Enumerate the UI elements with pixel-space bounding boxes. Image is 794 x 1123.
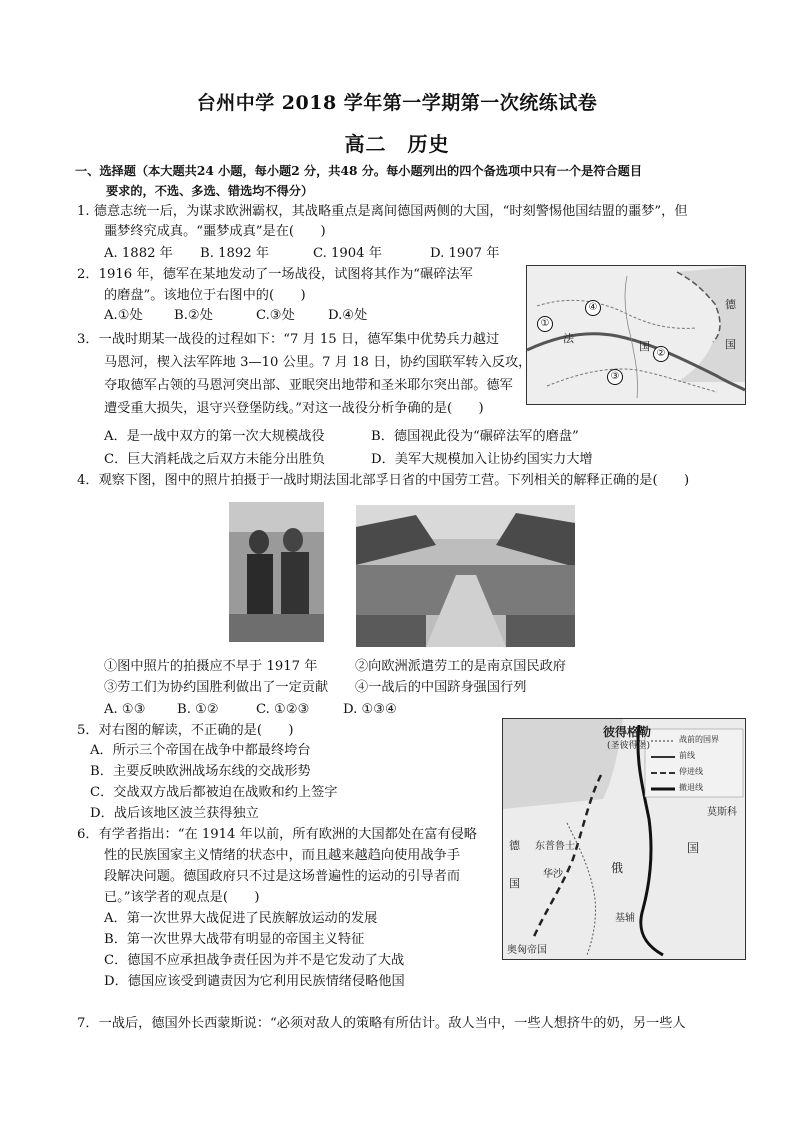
q5-option-c: C．交战双方战后都被迫在战败和约上签字 — [90, 785, 338, 800]
map1-label-fa: 法 — [563, 332, 574, 345]
q5-option-d: D．战后该地区波兰获得独立 — [90, 806, 259, 821]
q2-option-c: C.③处 — [256, 308, 295, 323]
map2-label-guo2: 国 — [687, 841, 700, 855]
q1-option-a: A. 1882 年 — [104, 246, 173, 261]
q4-option-b: B. ①② — [177, 702, 219, 717]
q1-option-c: C. 1904 年 — [313, 246, 382, 261]
q2-option-d: D.④处 — [328, 308, 368, 323]
map2-label-moscow: 莫斯科 — [707, 807, 737, 818]
q4-line1: 4．观察下图，图中的照片拍摄于一战时期法国北部孚日省的中国劳工营。下列相关的解释正确的是( ) — [77, 473, 690, 488]
q6-option-d: D．德国应该受到谴责因为它利用民族情绪侵略他国 — [104, 974, 405, 989]
q5-option-a: A．所示三个帝国在战争中都最终垮台 — [90, 743, 311, 758]
q3-option-c: C．巨大消耗战之后双方未能分出胜负 — [104, 452, 326, 467]
q4-option-c: C. ①②③ — [256, 702, 310, 717]
map1-label-guo2: 国 — [725, 338, 736, 351]
q3-line1: 3．一战时期某一战役的过程如下：“7 月 15 日，德军集中优势兵力越过 — [77, 332, 500, 347]
q4-photo-workers — [229, 502, 324, 642]
q6-line1: 6．有学者指出：“在 1914 年以前，所有欧洲的大国都处在富有侵略 — [77, 827, 477, 842]
map2-label-kiev: 基辅 — [615, 913, 635, 924]
map1-marker-3: ③ — [607, 369, 623, 385]
q1-option-d: D. 1907 年 — [430, 246, 500, 261]
map1-drawing — [527, 266, 745, 404]
q3-option-d: D．美军大规模加入让协约国实力大增 — [371, 452, 593, 467]
map2-label-guo1: 国 — [509, 877, 520, 890]
section-instructions-line1: 一、选择题（本大题共24 小题，每小题2 分，共48 分。每小题列出的四个备选项中只有一个是符合题目 — [75, 164, 643, 178]
q7-line1: 7．一战后，德国外长西蒙斯说：“必须对敌人的策略有所估计。敌人当中，一些人想挤牛的奶，另一些人 — [77, 1016, 686, 1031]
map2-legend-4: 撤退线 — [679, 783, 703, 792]
exam-title: 台州中学 2018 学年第一学期第一次统练试卷 — [196, 92, 598, 114]
map2-label-warsaw: 华沙 — [543, 869, 563, 880]
q1-line1: 1. 德意志统一后，为谋求欧洲霸权，其战略重点是离间德国两侧的大国，“时刻警惕他国结盟的噩梦”，但 — [77, 204, 688, 219]
map2-legend-1: 战前的国界 — [679, 735, 719, 744]
map1-marker-2: ② — [653, 346, 669, 362]
q6-option-c: C．德国不应承担战争责任因为并不是它发动了大战 — [104, 953, 405, 968]
q4-statement-4: ④一战后的中国跻身强国行列 — [355, 680, 527, 695]
q4-statement-2: ②向欧洲派遣劳工的是南京国民政府 — [355, 659, 566, 674]
q6-option-b: B．第一次世界大战带有明显的帝国主义特征 — [104, 932, 365, 947]
map2-subtitle: (圣彼得堡) — [607, 741, 651, 751]
q4-option-d: D. ①③④ — [343, 702, 397, 717]
q3-option-b: B．德国视此役为“碾碎法军的磨盘” — [371, 429, 579, 444]
q2-option-a: A.①处 — [104, 308, 143, 323]
map1-label-de: 德 — [725, 298, 736, 311]
q2-option-b: B.②处 — [174, 308, 213, 323]
q3-line2: 马恩河，楔入法军阵地 3—10 公里。7 月 18 日，协约国联军转入反攻， — [104, 355, 532, 370]
q6-line4: 已。”该学者的观点是( ) — [104, 890, 260, 905]
q2-line2: 的磨盘”。该地位于右图中的( ) — [104, 288, 306, 303]
q6-line2: 性的民族国家主义情绪的状态中，而且越来越趋向使用战争手 — [104, 848, 461, 863]
q1-option-b: B. 1892 年 — [200, 246, 270, 261]
q4-photo-camp — [356, 505, 575, 647]
q3-option-a: A．是一战中双方的第一次大规模战役 — [104, 429, 325, 444]
map2-label-de: 德 — [509, 839, 520, 852]
map2-legend-3: 停进线 — [679, 767, 703, 776]
map1-label-guo1: 国 — [639, 340, 650, 353]
q6-line3: 段解决问题。德国政府只不过是这场普遍性的运动的引导者而 — [104, 869, 461, 884]
eastern-front-map — [502, 718, 746, 960]
q5-line1: 5．对右图的解读，不正确的是( ) — [77, 723, 294, 738]
q2-line1: 2．1916 年，德军在某地发动了一场战役，试图将其作为“碾碎法军 — [77, 267, 473, 282]
q3-line3: 夺取德军占领的马恩河突出部、亚眠突出地带和圣米耶尔突出部。德军 — [104, 378, 513, 393]
map2-label-east-prussia: 东普鲁士 — [535, 841, 575, 852]
q6-option-a: A．第一次世界大战促进了民族解放运动的发展 — [104, 911, 378, 926]
q5-option-b: B．主要反映欧洲战场东线的交战形势 — [90, 764, 311, 779]
map1-marker-1: ① — [537, 316, 553, 332]
q1-line2: 噩梦终究成真。“噩梦成真”是在( ) — [104, 224, 326, 239]
exam-subtitle: 高二 历史 — [344, 132, 450, 156]
map1-marker-4: ④ — [585, 300, 601, 316]
map2-label-austria-hungary: 奥匈帝国 — [507, 945, 547, 956]
map2-title: 彼得格勒 — [603, 725, 652, 739]
section-instructions-line2: 要求的，不选、多选、错选均不得分） — [106, 184, 314, 198]
q3-line4: 遭受重大损失，退守兴登堡防线。”对这一战役分析争确的是( ) — [104, 401, 484, 416]
q4-statement-3: ③劳工们为协约国胜利做出了一定贡献 — [104, 680, 329, 695]
map2-legend-2: 前线 — [679, 751, 695, 760]
map2-label-e: 俄 — [611, 861, 624, 875]
q4-statement-1: ①图中照片的拍摄应不早于 1917 年 — [104, 659, 318, 674]
q4-option-a: A. ①③ — [104, 702, 146, 717]
western-front-map — [526, 265, 746, 405]
